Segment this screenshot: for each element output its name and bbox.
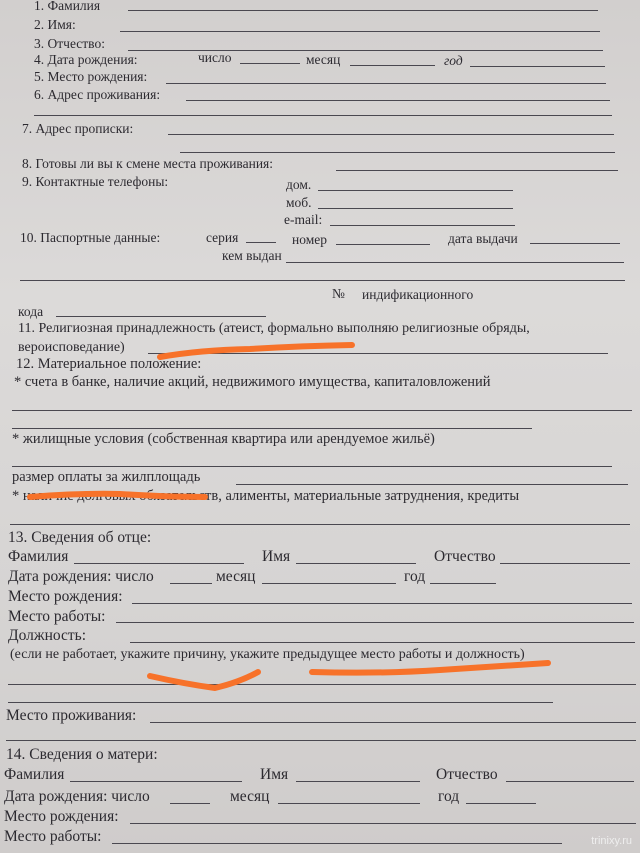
field-passport-issuer-label: кем выдан xyxy=(222,248,282,263)
section-financial-title: 12. Материальное положение: xyxy=(16,356,202,372)
field-dob-year-label: год xyxy=(444,53,463,68)
field-passport-number-label: номер xyxy=(292,232,328,247)
field-id-number-sign: № xyxy=(332,286,345,301)
field-debts-label: * наличие долговых обязательств, алименты, материальные затруднения, кредиты xyxy=(12,488,520,504)
field-birthplace-label: 5. Место рождения: xyxy=(34,69,148,84)
father-dob-month-label: месяц xyxy=(216,568,256,585)
field-religion-label: 11. Религиозная принадлежность (атеист, формально выполняю религиозные обряды, xyxy=(18,321,530,336)
mother-dob-label: Дата рождения: число xyxy=(4,788,150,805)
father-surname-label: Фамилия xyxy=(8,548,69,565)
field-registration-label: 7. Адрес прописки: xyxy=(22,121,134,136)
father-note-label: (если не работает, укажите причину, укажите предыдущее место работы и должность) xyxy=(10,647,525,662)
field-passport-label: 10. Паспортные данные: xyxy=(20,230,161,245)
field-religion-suffix: вероисповедание) xyxy=(18,340,125,355)
father-work-label: Место работы: xyxy=(8,608,106,625)
father-position-label: Должность: xyxy=(8,627,87,644)
field-phone-home-label: дом. xyxy=(286,177,312,192)
field-relocate-label: 8. Готовы ли вы к смене места проживания: xyxy=(22,156,274,171)
mother-dob-month-label: месяц xyxy=(230,788,270,805)
field-dob-label: 4. Дата рождения: xyxy=(34,52,138,67)
father-name-label: Имя xyxy=(262,548,291,565)
field-surname-label: 1. Фамилия xyxy=(34,0,101,13)
mother-surname-label: Фамилия xyxy=(4,766,65,783)
mother-work-label: Место работы: xyxy=(4,828,102,845)
section-mother-title: 14. Сведения о матери: xyxy=(6,746,158,763)
field-address-label: 6. Адрес проживания: xyxy=(34,87,161,102)
field-housing-label: * жилищные условия (собственная квартира или арендуемое жильё) xyxy=(12,431,435,447)
father-birthplace-label: Место рождения: xyxy=(8,588,123,605)
field-patronymic-label: 3. Отчество: xyxy=(34,36,105,51)
mother-patronymic-label: Отчество xyxy=(436,766,498,783)
field-passport-series-label: серия xyxy=(206,230,239,245)
father-dob-label: Дата рождения: число xyxy=(8,568,154,585)
field-rent-label: размер оплаты за жилплощадь xyxy=(12,469,201,485)
field-phone-mobile-label: моб. xyxy=(286,195,312,210)
field-email-label: e-mail: xyxy=(284,212,323,227)
field-dob-day-label: число xyxy=(198,50,232,65)
field-name-label: 2. Имя: xyxy=(34,17,76,32)
mother-birthplace-label: Место рождения: xyxy=(4,808,119,825)
father-dob-year-label: год xyxy=(404,568,426,585)
field-id-code-label: индификационного xyxy=(362,287,474,302)
highlight-reason xyxy=(150,672,258,688)
father-residence-label: Место проживания: xyxy=(6,707,137,724)
highlight-religion xyxy=(160,345,352,357)
mother-name-label: Имя xyxy=(260,766,289,783)
field-id-code-suffix: кода xyxy=(18,304,44,319)
mother-dob-year-label: год xyxy=(438,788,460,805)
highlight-previous-job xyxy=(312,663,548,673)
section-father-title: 13. Сведения об отце: xyxy=(8,529,152,546)
field-phones-label: 9. Контактные телефоны: xyxy=(22,174,169,189)
field-assets-label: * счета в банке, наличие акций, недвижимого имущества, капиталовложений xyxy=(14,374,491,390)
field-passport-date-label: дата выдачи xyxy=(448,231,518,246)
father-patronymic-label: Отчество xyxy=(434,548,496,565)
field-dob-month-label: месяц xyxy=(306,52,341,67)
highlight-debts xyxy=(30,494,205,497)
watermark: trinixy.ru xyxy=(591,835,632,847)
